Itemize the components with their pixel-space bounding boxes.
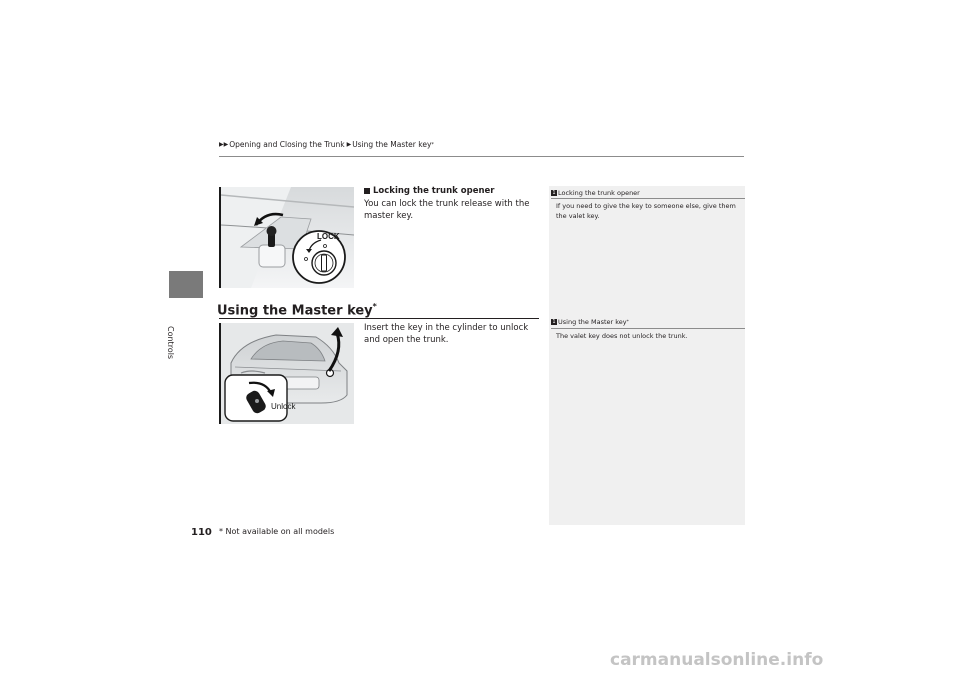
lock-label: LOCK xyxy=(317,232,340,241)
breadcrumb-link-master-key[interactable]: Using the Master key xyxy=(352,140,432,149)
section-title-text: Using the Master key xyxy=(217,303,373,319)
note-heading-text[interactable]: Using the Master key xyxy=(558,318,627,326)
locking-body: You can lock the trunk release with the master key. xyxy=(364,199,530,221)
locking-subheading xyxy=(364,186,494,196)
note-text-master-key: The valet key does not unlock the trunk. xyxy=(556,332,688,340)
section-divider xyxy=(219,318,539,319)
note-ref-icon: 1 xyxy=(552,319,556,325)
page-number: 110 xyxy=(191,527,212,538)
note-heading-asterisk: * xyxy=(626,319,629,325)
locking-heading-text: Locking the trunk opener xyxy=(373,186,495,196)
trunk-lock-illustration xyxy=(219,187,354,288)
note-heading-master-key xyxy=(551,318,629,326)
breadcrumb-arrow-icon: ▶ xyxy=(344,141,352,148)
unlock-label: Unlock xyxy=(271,402,296,411)
notes-panel xyxy=(549,186,745,525)
car-trunk-drawing xyxy=(221,323,354,424)
header-divider xyxy=(219,156,744,157)
breadcrumb-link-trunk[interactable]: Opening and Closing the Trunk xyxy=(229,140,345,149)
section-title xyxy=(217,302,377,318)
note-text-locking: If you need to give the key to someone else, give them the valet key. xyxy=(556,202,736,220)
note-divider xyxy=(551,328,745,329)
breadcrumb-arrow-icon: ▶▶ xyxy=(219,141,229,148)
side-tab-label: Controls xyxy=(166,326,175,360)
breadcrumb-asterisk: * xyxy=(431,141,434,148)
section-title-asterisk: * xyxy=(372,302,377,311)
master-key-illustration xyxy=(219,323,354,424)
trunk-lock-drawing xyxy=(221,187,354,288)
footnote: * Not available on all models xyxy=(219,527,335,536)
bullet-square-icon xyxy=(364,188,370,194)
note-heading-text[interactable]: Locking the trunk opener xyxy=(558,189,640,197)
master-key-body: Insert the key in the cylinder to unlock and open the trunk. xyxy=(364,323,529,345)
note-ref-icon: 1 xyxy=(552,190,556,196)
breadcrumb xyxy=(219,140,434,149)
note-divider xyxy=(551,198,745,199)
side-tab-marker xyxy=(169,271,203,298)
note-heading-locking xyxy=(551,189,640,197)
watermark-text: carmanualsonline.info xyxy=(610,650,824,670)
